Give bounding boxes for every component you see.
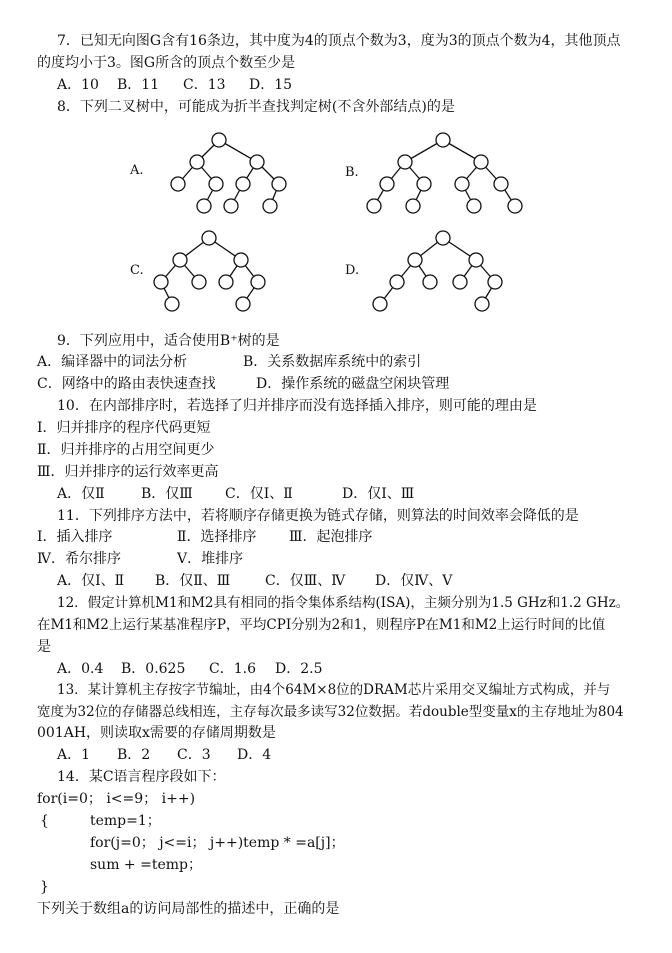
code-line-2: { <box>40 813 49 829</box>
q10-option-c[interactable]: C．仅Ⅰ、Ⅱ <box>225 486 293 502</box>
q7-option-a[interactable]: A．10 <box>57 77 99 93</box>
q11-item-4: Ⅳ．希尔排序 <box>37 551 121 567</box>
q9-options-row2 <box>37 374 449 394</box>
q10-item-3: Ⅲ．归并排序的运行效率更高 <box>37 464 219 480</box>
q12-option-b[interactable]: B．0.625 <box>121 661 186 677</box>
q7-option-d[interactable]: D．15 <box>249 77 293 93</box>
q10-item-2: Ⅱ．归并排序的占用空间更少 <box>37 442 215 458</box>
q9-option-d[interactable]: D．操作系统的磁盘空闲块管理 <box>256 376 450 392</box>
q12-option-d[interactable]: D．2.5 <box>275 661 323 677</box>
q9-stem: 9．下列应用中，适合使用B⁺树的是 <box>57 333 280 349</box>
tree-c <box>154 231 265 311</box>
tree-d <box>373 231 502 311</box>
code-line-4: for(j=0； j<=i； j++)temp * =a[j]； <box>90 835 345 851</box>
tree-b-label: B. <box>345 165 359 180</box>
q13-line1: 13．某计算机主存按字节编址，由4个64M×8位的DRAM芯片采用交叉编址方式构成，并与 <box>57 682 611 698</box>
q13-line2: 宽度为32位的存储器总线相连，主存每次最多读写32位数据。若double型变量x的主存地址为804 <box>37 704 624 720</box>
q10-option-a[interactable]: A．仅Ⅱ <box>57 486 105 502</box>
tree-a <box>171 133 286 213</box>
tree-c-label: C. <box>130 263 144 278</box>
q9-option-c[interactable]: C．网络中的路由表快速查找 <box>37 376 216 392</box>
q11-option-a[interactable]: A．仅Ⅰ、Ⅱ <box>57 573 125 589</box>
q11-options <box>57 571 452 591</box>
q12-line2: 在M1和M2上运行某基准程序P，平均CPⅠ分别为2和1，则程序P在M1和M2上运行时间的比值 <box>37 617 606 633</box>
code-line-1: for(i=0； i<=9； i++) <box>37 791 196 807</box>
q13-option-c[interactable]: C．3 <box>177 747 211 763</box>
q10-option-d[interactable]: D．仅Ⅰ、Ⅲ <box>342 486 415 502</box>
q7-option-c[interactable]: C．13 <box>183 77 226 93</box>
q12-line3: 是 <box>37 639 51 655</box>
tree-d-label: D. <box>345 263 360 278</box>
code-line-3: temp=1； <box>90 813 161 829</box>
q10-options <box>57 484 414 504</box>
q12-option-c[interactable]: C．1.6 <box>209 661 256 677</box>
q10-item-1: Ⅰ．归并排序的程序代码更短 <box>37 420 211 436</box>
q7-line2: 的度均小于3。图G所含的顶点个数至少是 <box>37 55 296 71</box>
q11-items-row1 <box>37 527 373 547</box>
q11-item-5: Ⅴ．堆排序 <box>177 551 244 567</box>
tree-diagrams <box>0 0 672 330</box>
q12-option-a[interactable]: A．0.4 <box>57 661 104 677</box>
code-line-6: } <box>40 879 49 895</box>
q12-line1: 12．假定计算机M1和M2具有相同的指令集体系结构(ⅠSA)，主频分别为1.5 GHz和1.2 GHz。 <box>57 595 630 611</box>
q9-options-row1 <box>37 352 421 372</box>
q14-tail: 下列关于数组a的访问局部性的描述中，正确的是 <box>37 901 340 917</box>
q12-options <box>57 659 323 679</box>
q10-stem: 10．在内部排序时，若选择了归并排序而没有选择插入排序，则可能的理由是 <box>57 398 537 414</box>
q11-item-3: Ⅲ．起泡排序 <box>289 529 373 545</box>
q13-option-b[interactable]: B．2 <box>117 747 151 763</box>
q11-items-row2 <box>37 549 243 569</box>
q7-line1: 7．已知无向图G含有16条边，其中度为4的顶点个数为3，度为3的顶点个数为4，其他顶点 <box>57 33 621 49</box>
q10-option-b[interactable]: B．仅Ⅲ <box>141 486 193 502</box>
q13-options <box>57 745 271 765</box>
q14-stem: 14．某C语言程序段如下： <box>57 769 226 785</box>
q13-option-a[interactable]: A．1 <box>57 747 91 763</box>
q11-item-1: Ⅰ．插入排序 <box>37 529 113 545</box>
q9-option-a[interactable]: A．编译器中的词法分析 <box>37 354 188 370</box>
q11-option-d[interactable]: D．仅Ⅳ、Ⅴ <box>375 573 453 589</box>
tree-a-label: A. <box>130 163 144 178</box>
q11-option-c[interactable]: C．仅Ⅲ、Ⅳ <box>265 573 346 589</box>
q13-line3: 001AH，则读取x需要的存储周期数是 <box>37 725 276 741</box>
q11-item-2: Ⅱ．选择排序 <box>177 529 257 545</box>
q13-option-d[interactable]: D．4 <box>237 747 272 763</box>
q11-stem: 11．下列排序方法中，若将顺序存储更换为链式存储，则算法的时间效率会降低的是 <box>57 508 579 524</box>
q11-option-b[interactable]: B．仅Ⅱ、Ⅲ <box>155 573 231 589</box>
code-line-5: sum + =temp； <box>90 857 202 873</box>
q7-option-b[interactable]: B．11 <box>117 77 160 93</box>
tree-b <box>367 133 522 213</box>
q8-stem: 8．下列二叉树中，可能成为折半查找判定树(不含外部结点)的是 <box>57 99 455 115</box>
q9-option-b[interactable]: B．关系数据库系统中的索引 <box>243 354 422 370</box>
